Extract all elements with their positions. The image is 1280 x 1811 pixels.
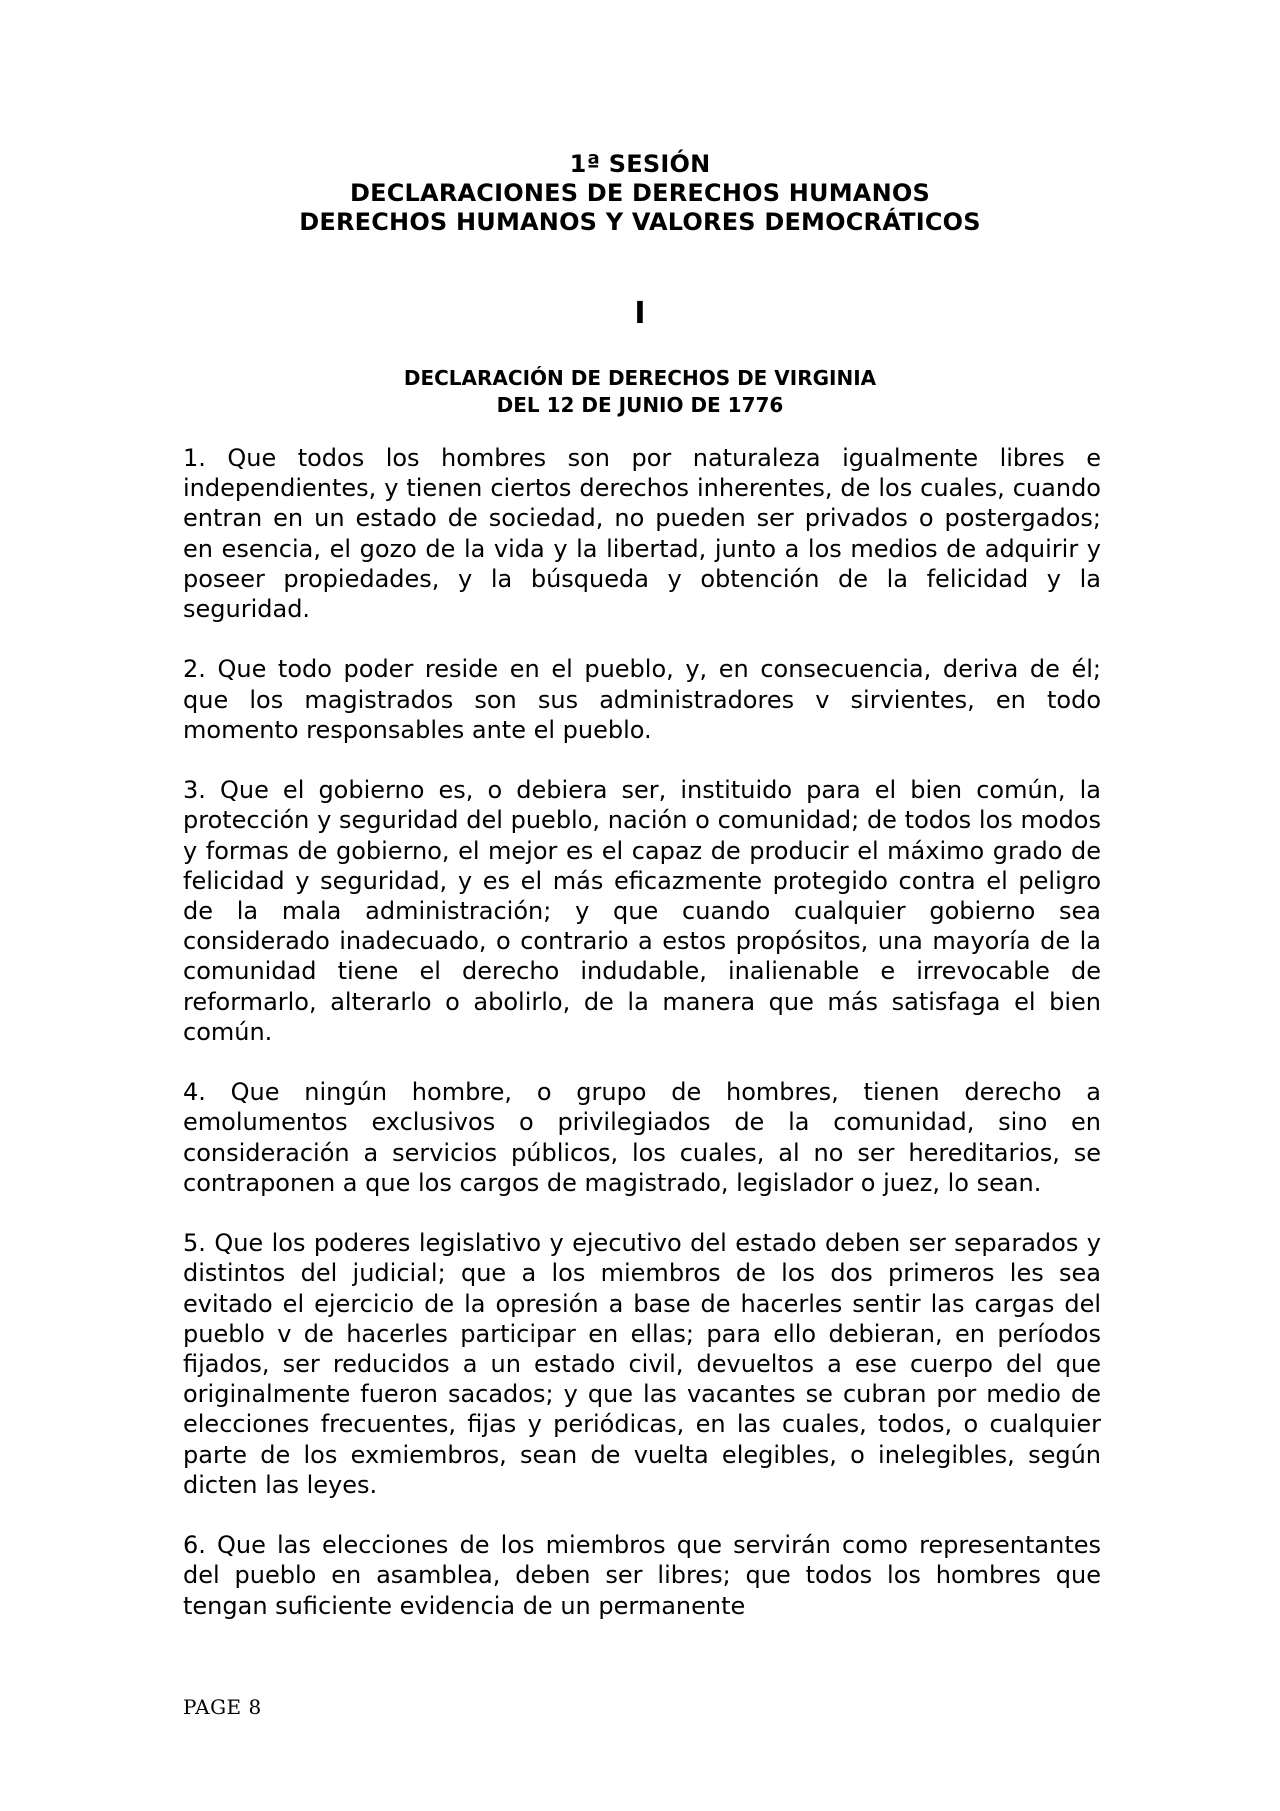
declaration-date: DEL 12 DE JUNIO DE 1776 — [496, 393, 784, 417]
declaration-heading — [0, 365, 1280, 419]
main-title: DECLARACIONES DE DERECHOS HUMANOS — [350, 179, 930, 207]
page-number: PAGE 8 — [183, 1695, 262, 1719]
paragraph-1: 1. Que todos los hombres son por naturaleza igualmente libres e independientes, y tienen ciertos derechos inherentes, de los cuales, cuando entran en un estado de sociedad, no pueden ser privados o postergados; en esencia, el gozo de la vida y la libertad, junto a los medios de adquirir y poseer propiedades, y la búsqueda y obtención de la felicidad y la seguridad. — [183, 444, 1101, 624]
paragraph-5: 5. Que los poderes legislativo y ejecutivo del estado deben ser separados y distintos del judicial; que a los miembros de los dos primeros les sea evitado el ejercicio de la opresión a base de hacerles sentir las cargas del pueblo v de hacerles participar en ellas; para ello debieran, en períodos fijados, ser reducidos a un estado civil, devueltos a ese cuerpo del que originalmente fueron sacados; y que las vacantes se cubran por medio de elecciones frecuentes, fijas y periódicas, en las cuales, todos, o cualquier parte de los exmiembros, sean de vuelta elegibles, o inelegibles, según dicten las leyes. — [183, 1229, 1101, 1499]
paragraph-2: 2. Que todo poder reside en el pueblo, y, en consecuencia, deriva de él; que los magistrados son sus administradores v sirvientes, en todo momento responsables ante el pueblo. — [183, 655, 1101, 744]
document-header — [0, 150, 1280, 237]
declaration-title: DECLARACIÓN DE DERECHOS DE VIRGINIA — [403, 366, 877, 390]
paragraph-6: 6. Que las elecciones de los miembros que servirán como representantes del pueblo en asamblea, deben ser libres; que todos los hombres que tengan suficiente evidencia de un permanente — [183, 1531, 1101, 1620]
document-body — [183, 443, 1101, 1651]
section-roman-numeral: I — [634, 296, 646, 331]
session-heading: 1ª SESIÓN — [569, 150, 711, 178]
paragraph-3: 3. Que el gobierno es, o debiera ser, instituido para el bien común, la protección y seguridad del pueblo, nación o comunidad; de todos los modos y formas de gobierno, el mejor es el capaz de producir el máximo grado de felicidad y seguridad, y es el más eficazmente protegido contra el peligro de la mala administración; y que cuando cualquier gobierno sea considerado inadecuado, o contrario a estos propósitos, una mayoría de la comunidad tiene el derecho indudable, inalienable e irrevocable de reformarlo, alterarlo o abolirlo, de la manera que más satisfaga el bien común. — [183, 776, 1101, 1046]
subtitle: DERECHOS HUMANOS Y VALORES DEMOCRÁTICOS — [299, 208, 981, 236]
paragraph-4: 4. Que ningún hombre, o grupo de hombres, tienen derecho a emolumentos exclusivos o privilegiados de la comunidad, sino en consideración a servicios públicos, los cuales, al no ser hereditarios, se contraponen a que los cargos de magistrado, legislador o juez, lo sean. — [183, 1078, 1101, 1197]
